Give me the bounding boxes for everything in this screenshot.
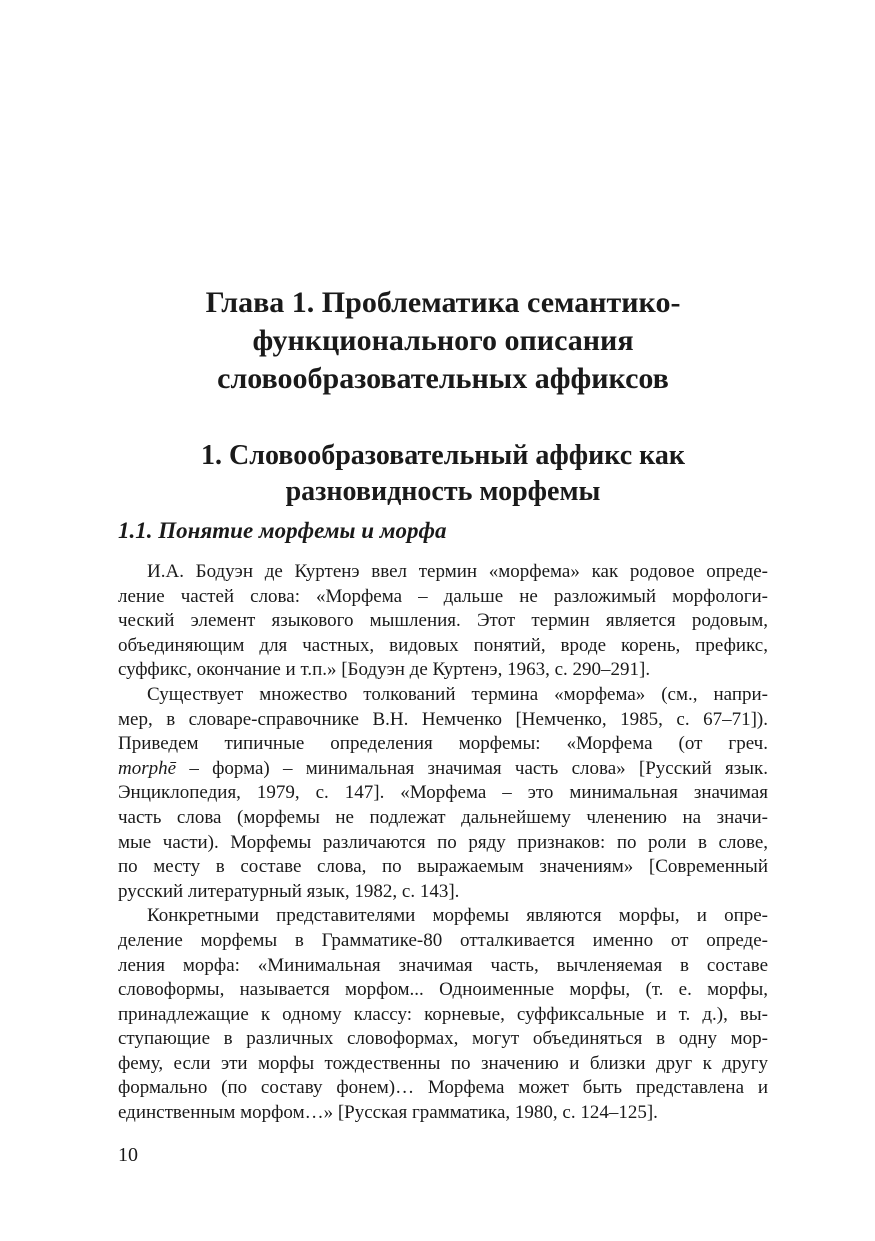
text-line: ступающие в различных словоформах, могут объединяться в одну мор- <box>118 1028 768 1050</box>
text-line: деление морфемы в Грамматике-80 отталкивается именно от опреде- <box>118 929 768 951</box>
text-line: формально (по составу фонем)… Морфема может быть представлена и <box>118 1077 768 1099</box>
text-line: мые части). Морфемы различаются по ряду признаков: по роли в слове, <box>118 831 768 853</box>
text-line: мер, в словаре-справочнике В.Н. Немченко [Немченко, 1985, с. 67–71]). <box>118 708 768 730</box>
text-line: И.А. Бодуэн де Куртенэ ввел термин «морфема» как родовое опреде- <box>147 561 768 582</box>
text-line: единственным морфом…» [Русская грамматика, 1980, с. 124–125]. <box>118 1102 658 1124</box>
text-line: словоформы, называется морфом... Одноименные морфы, (т. е. морфы, <box>118 979 768 1001</box>
paragraph <box>118 683 768 904</box>
chapter-title-line: функционального описания <box>252 324 634 357</box>
text-line: часть слова (морфемы не подлежат дальнейшему членению на значи- <box>118 806 768 828</box>
chapter-title-line: словообразовательных аффиксов <box>217 362 669 395</box>
text-line: ление частей слова: «Морфема – дальше не разложимый морфологи- <box>118 585 768 607</box>
italic-term: morphē <box>118 757 177 779</box>
text-line: Конкретными представителями морфемы являются морфы, и опре- <box>147 905 768 927</box>
paragraph <box>118 904 768 1125</box>
paragraph <box>118 560 768 683</box>
text-line: фему, если эти морфы тождественны по значению и близки друг к другу <box>118 1052 768 1074</box>
chapter-title-line: Глава 1. Проблематика семантико- <box>205 286 681 319</box>
chapter-title <box>118 284 768 398</box>
text-line: ления морфа: «Минимальная значимая часть, вычленяемая в составе <box>118 954 768 976</box>
text-line: принадлежащие к одному классу: корневые, суффиксальные и т. д.), вы- <box>118 1003 768 1025</box>
section-title-line: 1. Словообразовательный аффикс как <box>201 440 685 471</box>
subsection-title: 1.1. Понятие морфемы и морфа <box>118 518 447 543</box>
text-line: Существует множество толкований термина «морфема» (см., напри- <box>147 683 768 705</box>
body-text <box>118 560 768 1126</box>
section-title <box>118 438 768 510</box>
text-line: объединяющим для частных, видовых понятий, вроде корень, префикс, <box>118 634 768 656</box>
text-line: русский литературный язык, 1982, с. 143]. <box>118 880 460 902</box>
text-line-with-italic <box>118 757 768 782</box>
text-line: ческий элемент языкового мышления. Этот термин является родовым, <box>118 610 768 632</box>
text-line: по месту в составе слова, по выражаемым значениям» [Современный <box>118 856 768 878</box>
text-line: Энциклопедия, 1979, с. 147]. «Морфема – это минимальная значимая <box>118 782 768 804</box>
section-title-line: разновидность морфемы <box>285 476 601 507</box>
text-line: суффикс, окончание и т.п.» [Бодуэн де Куртенэ, 1963, с. 290–291]. <box>118 659 651 681</box>
page-number: 10 <box>118 1144 138 1166</box>
text-line: Приведем типичные определения морфемы: «Морфема (от греч. <box>118 733 768 755</box>
text-fragment: – форма) – минимальная значимая часть слова» [Русский язык. <box>176 757 768 779</box>
